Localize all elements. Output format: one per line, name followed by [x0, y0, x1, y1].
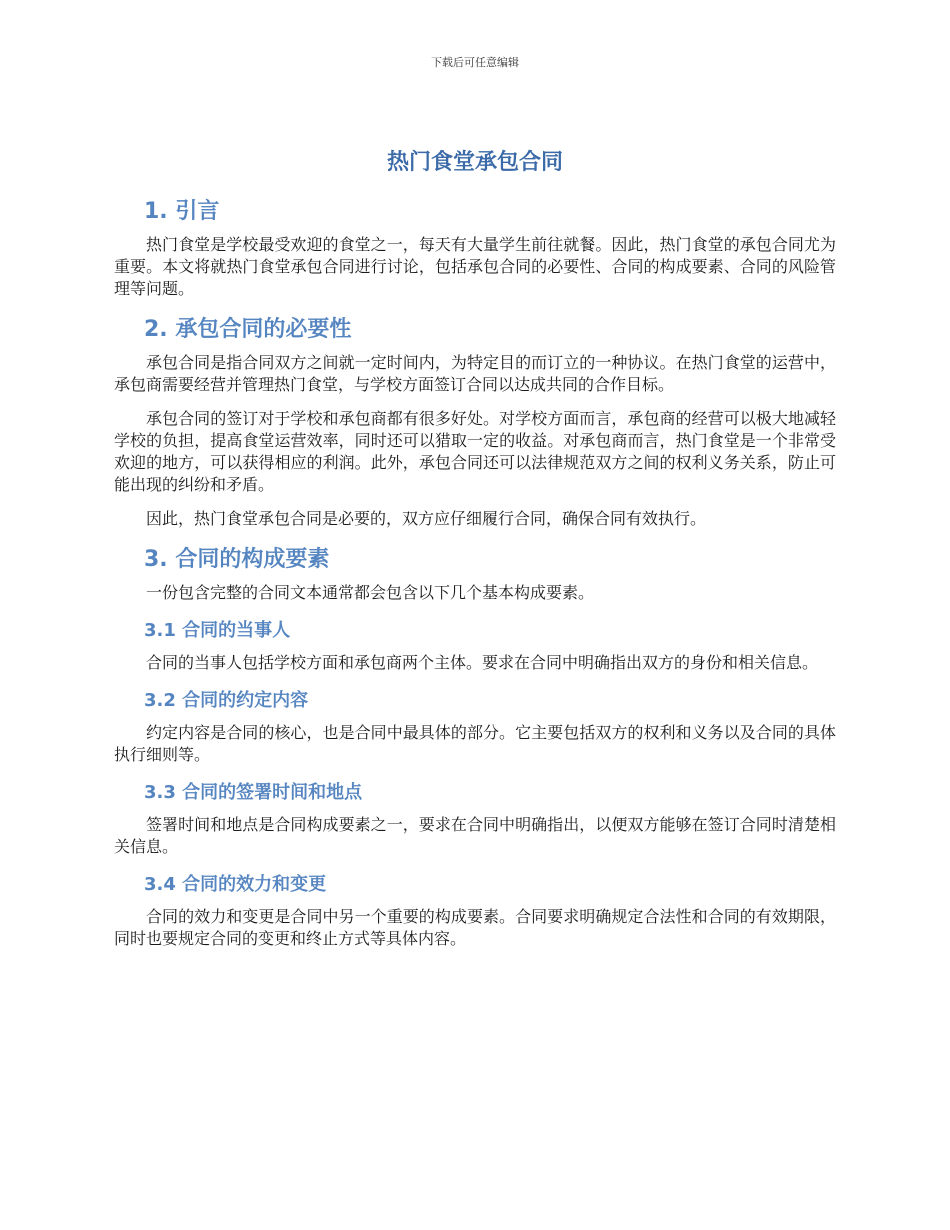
paragraph: 约定内容是合同的核心，也是合同中最具体的部分。它主要包括双方的权利和义务以及合同的具体执行细则等。: [114, 723, 836, 764]
paragraph: 因此，热门食堂承包合同是必要的，双方应仔细履行合同，确保合同有效执行。: [146, 509, 707, 528]
section-heading-elements: 3. 合同的构成要素: [144, 547, 330, 572]
subsection-heading-content: 3.2 合同的约定内容: [144, 690, 309, 711]
document-title: 热门食堂承包合同: [386, 150, 563, 175]
subsection-heading-signing: 3.3 合同的签署时间和地点: [144, 782, 363, 803]
page-header: 下载后可任意编辑: [431, 56, 519, 69]
paragraph: 承包合同是指合同双方之间就一定时间内，为特定目的而订立的一种协议。在热门食堂的运营中，承包商需要经营并管理热门食堂，与学校方面签订合同以达成共同的合作目标。: [114, 353, 836, 394]
subsection-heading-validity: 3.4 合同的效力和变更: [144, 874, 327, 895]
subsection-heading-parties: 3.1 合同的当事人: [144, 620, 291, 641]
paragraph: 签署时间和地点是合同构成要素之一，要求在合同中明确指出，以便双方能够在签订合同时清楚相关信息。: [114, 815, 836, 856]
section-heading-necessity: 2. 承包合同的必要性: [144, 317, 352, 342]
paragraph: 热门食堂是学校最受欢迎的食堂之一，每天有大量学生前往就餐。因此，热门食堂的承包合同尤为重要。本文将就热门食堂承包合同进行讨论，包括承包合同的必要性、合同的构成要素、合同的风险管理等问题。: [114, 235, 836, 298]
section-heading-intro: 1. 引言: [144, 199, 220, 224]
paragraph: 承包合同的签订对于学校和承包商都有很多好处。对学校方面而言，承包商的经营可以极大地减轻学校的负担，提高食堂运营效率，同时还可以猎取一定的收益。对承包商而言，热门食堂是一个非常受欢迎的地方，可以获得相应的利润。此外，承包合同还可以法律规范双方之间的权利义务关系，防止可能出现的纠纷和矛盾。: [114, 409, 836, 494]
paragraph: 合同的效力和变更是合同中另一个重要的构成要素。合同要求明确规定合法性和合同的有效期限，同时也要规定合同的变更和终止方式等具体内容。: [114, 907, 836, 948]
paragraph: 一份包含完整的合同文本通常都会包含以下几个基本构成要素。: [146, 583, 595, 602]
paragraph: 合同的当事人包括学校方面和承包商两个主体。要求在合同中明确指出双方的身份和相关信息。: [146, 653, 819, 672]
document-body: [114, 146, 836, 962]
